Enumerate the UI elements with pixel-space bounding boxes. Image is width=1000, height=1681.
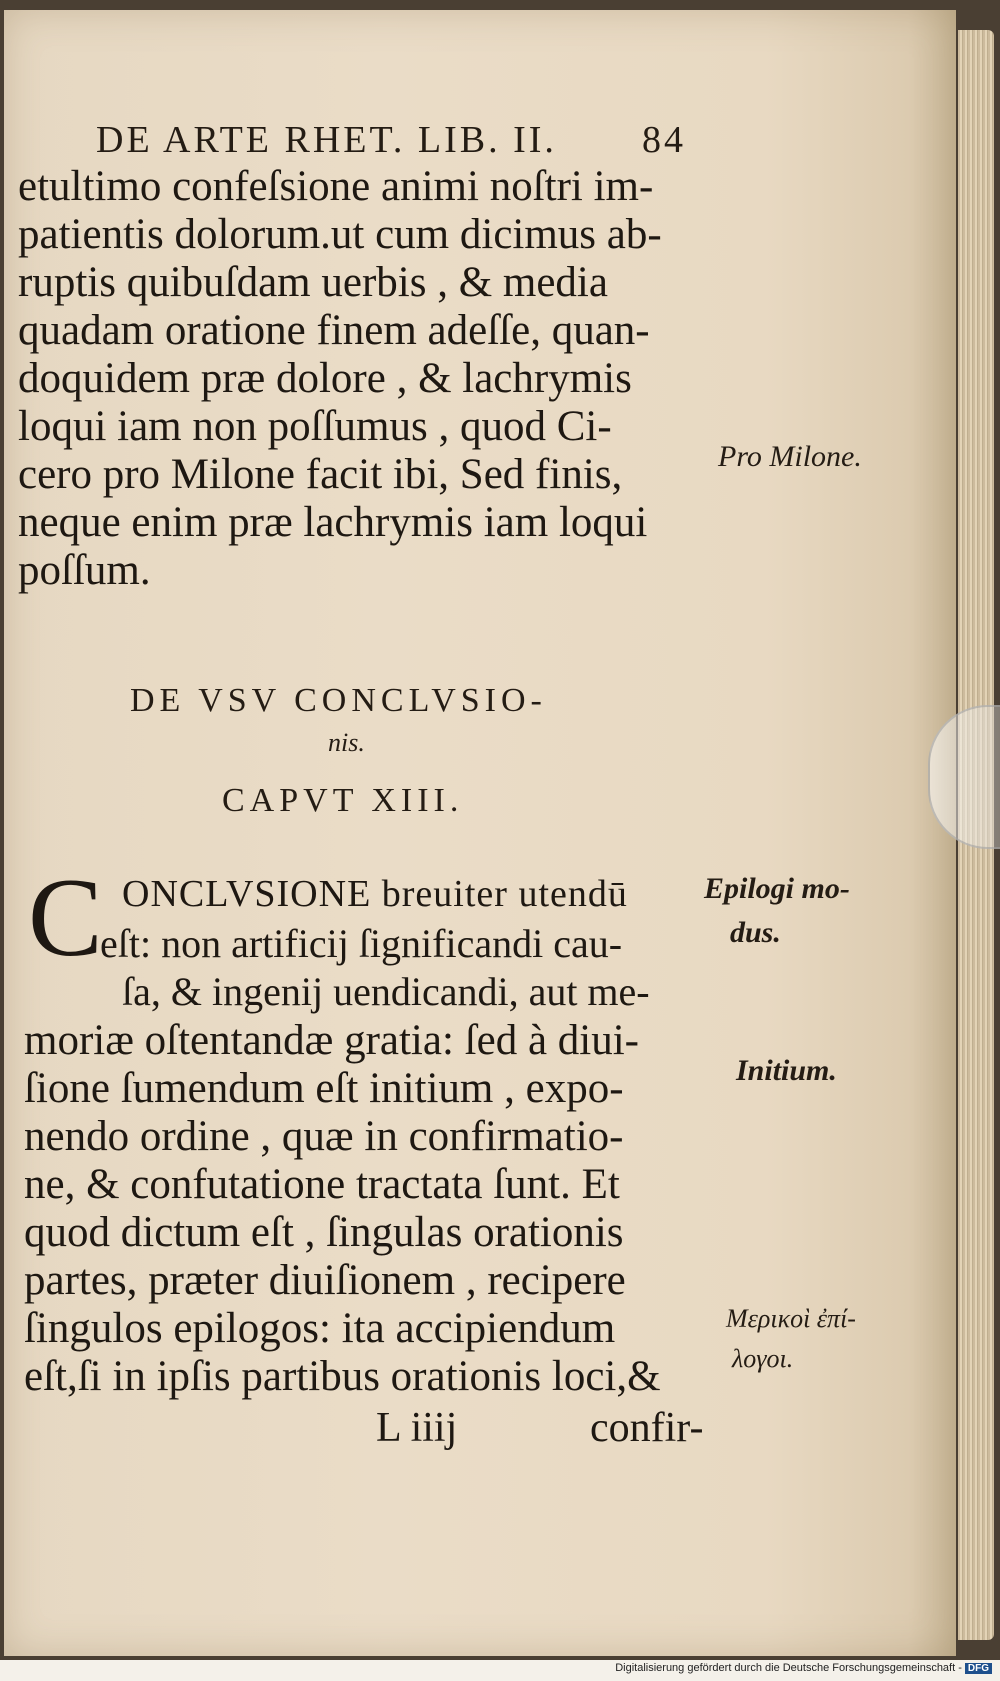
section-title-continuation: nis.	[328, 728, 365, 757]
drop-capital: C	[28, 856, 103, 980]
margin-note-initium: Initium.	[736, 1054, 837, 1087]
running-title: DE ARTE RHET. LIB. II.	[96, 119, 557, 161]
text-line: neque enim præ lachrymis iam loqui	[18, 499, 648, 546]
margin-note-epilogi-cont: dus.	[730, 916, 781, 949]
text-line: ne, & confutatione tractata ſunt. Et	[24, 1161, 620, 1208]
section-title: DE VSV CONCLVSIO-	[130, 682, 547, 719]
catchword: confir-	[590, 1405, 704, 1451]
margin-note-pro-milone: Pro Milone.	[718, 440, 862, 473]
credit-text: Digitalisierung gefördert durch die Deutsche Forschungsgemeinschaft -	[615, 1662, 962, 1674]
margin-note-epilogi: Epilogi mo-	[704, 872, 850, 905]
dfg-badge: DFG	[965, 1663, 992, 1674]
text-line: loqui iam non poſſumus , quod Ci-	[18, 403, 612, 450]
text-line: etultimo confeſsione animi noſtri im-	[18, 163, 654, 210]
text-line: quadam oratione finem adeſſe, quan-	[18, 307, 650, 354]
text-line: doquidem præ dolore , & lachrymis	[18, 355, 632, 402]
text-line: partes, præter diuiſionem , recipere	[24, 1257, 626, 1304]
text-line: cero pro Milone facit ibi, Sed finis,	[18, 451, 623, 498]
text-line: patientis dolorum.ut cum dicimus ab-	[18, 211, 662, 258]
text-line: eſt: non artificij ſignificandi cau-	[100, 921, 623, 966]
running-header	[96, 118, 686, 162]
text-line: poſſum.	[18, 547, 151, 594]
text-line: ONCLVSIONE breuiter utendū	[122, 873, 628, 915]
text-line: eſt,ſi in ipſis partibus orationis loci,&	[24, 1353, 661, 1400]
text-line: moriæ oſtentandæ gratia: ſed à diui-	[24, 1017, 639, 1064]
digitization-credit	[615, 1662, 992, 1674]
text-line: ſa, & ingenij uendicandi, aut me-	[122, 969, 650, 1014]
text-line: nendo ordine , quæ in confirmatio-	[24, 1113, 624, 1160]
text-line: ſione ſumendum eſt initium , expo-	[24, 1065, 624, 1112]
text-line: ſingulos epilogos: ita accipiendum	[24, 1305, 616, 1352]
text-line: quod dictum eſt , ſingulas orationis	[24, 1209, 624, 1256]
folio-number: 84	[642, 119, 686, 161]
margin-note-greek-cont: λογοι.	[732, 1344, 794, 1373]
signature-mark: L iiij	[376, 1405, 458, 1451]
chapter-number: CAPVT XIII.	[222, 782, 464, 819]
text-line: ruptis quibuſdam uerbis , & media	[18, 259, 608, 306]
margin-note-greek: Μερικοὶ ἐπί-	[726, 1304, 856, 1333]
